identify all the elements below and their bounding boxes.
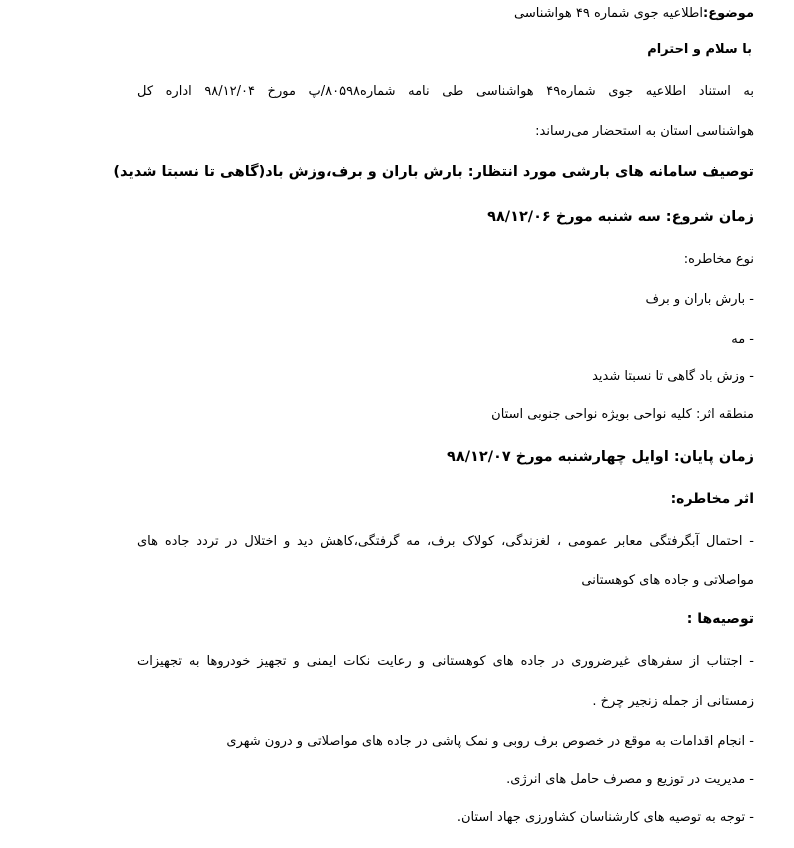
hazard-effect-line-1: - احتمال آبگرفتگی معابر عمومی ، لغزندگی، کولاک برف، مه گرفتگی،کاهش دید و اختلال در تردد جاده های [137, 534, 754, 549]
hazard-item: - بارش باران و برف [645, 292, 754, 307]
recommendation-3: - مدیریت در توزیع و مصرف حامل های انرژی. [506, 772, 754, 787]
recommendation-1-line-1: - اجتناب از سفرهای غیرضروری در جاده های کوهستانی و رعایت نکات ایمنی و تجهیز خودروها به تجهیزات [137, 654, 754, 669]
subject-text: اطلاعیه جوی شماره ۴۹ هواشناسی [514, 6, 703, 21]
greeting: با سلام و احترام [647, 42, 752, 57]
intro-line-2: هواشناسی استان به استحضار می‌رساند: [535, 124, 754, 139]
end-time-heading: زمان پایان: اوایل چهارشنبه مورخ ۹۸/۱۲/۰۷ [447, 449, 754, 465]
recommendations-heading: توصیه‌ها : [686, 611, 754, 627]
subject-label: موضوع: [703, 6, 754, 21]
recommendation-4: - توجه به توصیه های کارشناسان کشاورزی جهاد استان. [456, 810, 754, 825]
hazard-type-label: نوع مخاطره: [683, 252, 754, 267]
hazard-item: - مه [731, 332, 754, 347]
recommendation-2: - انجام اقدامات به موقع در خصوص برف روبی و نمک پاشی در جاده های مواصلاتی و درون شهری [226, 734, 754, 749]
hazard-effect-heading: اثر مخاطره: [670, 491, 754, 507]
recommendation-1-line-2: زمستانی از جمله زنجیر چرخ . [592, 694, 754, 709]
hazard-effect-line-2: مواصلاتی و جاده های کوهستانی [581, 573, 754, 588]
affected-area: منطقه اثر: کلیه نواحی بویژه نواحی جنوبی استان [491, 407, 754, 422]
intro-line-1: به استناد اطلاعیه جوی شماره۴۹ هواشناسی طی نامه شماره۸۰۵۹۸/پ مورخ ۹۸/۱۲/۰۴ اداره کل [137, 84, 755, 99]
hazard-item: - وزش باد گاهی تا نسبتا شدید [592, 369, 754, 384]
start-time-heading: زمان شروع: سه شنبه مورخ ۹۸/۱۲/۰۶ [487, 209, 754, 225]
system-description-heading: توصیف سامانه های بارشی مورد انتظار: بارش باران و برف،وزش باد(گاهی تا نسبتا شدید) [113, 164, 754, 180]
subject-line [514, 5, 754, 23]
